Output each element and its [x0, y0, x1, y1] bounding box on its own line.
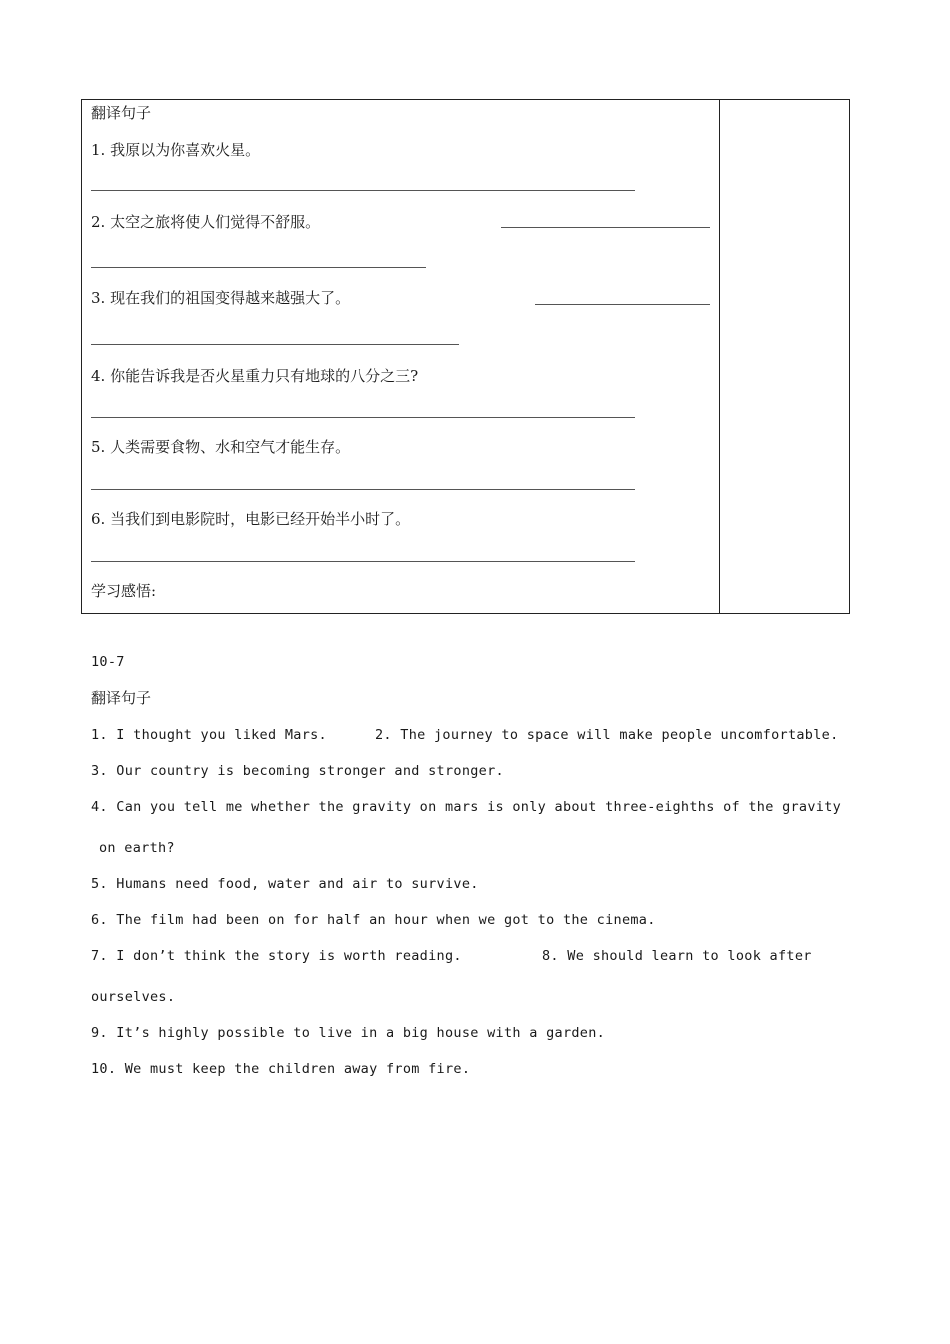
answer-6: 6. The film had been on for half an hour when we got to the cinema.	[91, 912, 656, 928]
worksheet-table	[81, 99, 850, 614]
question-1: 1. 我原以为你喜欢火星。	[91, 141, 261, 159]
reflection-label: 学习感悟:	[91, 582, 157, 600]
question-6: 6. 当我们到电影院时，电影已经开始半小时了。	[91, 510, 411, 528]
section-id: 10-7	[91, 654, 125, 670]
answer-line-3a	[535, 304, 710, 305]
answer-line-1	[91, 190, 635, 191]
answers-heading: 翻译句子	[91, 689, 152, 707]
answer-8-line2: ourselves.	[91, 989, 176, 1005]
question-3: 3. 现在我们的祖国变得越来越强大了。	[91, 289, 351, 307]
answer-2: 2. The journey to space will make people uncomfortable.	[375, 727, 839, 743]
answer-1: 1. I thought you liked Mars.	[91, 727, 327, 743]
answer-line-2a	[501, 227, 710, 228]
answer-line-5	[91, 489, 635, 490]
answer-4-line2: on earth?	[99, 840, 175, 856]
answer-line-4	[91, 417, 635, 418]
answer-4-line1: 4. Can you tell me whether the gravity on mars is only about three-eighths of the gravity	[91, 799, 842, 815]
question-5: 5. 人类需要食物、水和空气才能生存。	[91, 438, 351, 456]
table-column-divider	[719, 99, 720, 614]
answer-7: 7. I don’t think the story is worth reading.	[91, 948, 462, 964]
answer-10: 10. We must keep the children away from fire.	[91, 1061, 471, 1077]
answer-8-line1: 8. We should learn to look after	[542, 948, 812, 964]
answer-5: 5. Humans need food, water and air to survive.	[91, 876, 479, 892]
question-4: 4. 你能告诉我是否火星重力只有地球的八分之三?	[91, 367, 419, 385]
question-2: 2. 太空之旅将使人们觉得不舒服。	[91, 213, 321, 231]
answer-3: 3. Our country is becoming stronger and stronger.	[91, 763, 504, 779]
answer-9: 9. It’s highly possible to live in a big house with a garden.	[91, 1025, 606, 1041]
answer-line-2b	[91, 267, 426, 268]
worksheet-heading: 翻译句子	[91, 104, 152, 122]
answer-line-3b	[91, 344, 459, 345]
answer-line-6	[91, 561, 635, 562]
